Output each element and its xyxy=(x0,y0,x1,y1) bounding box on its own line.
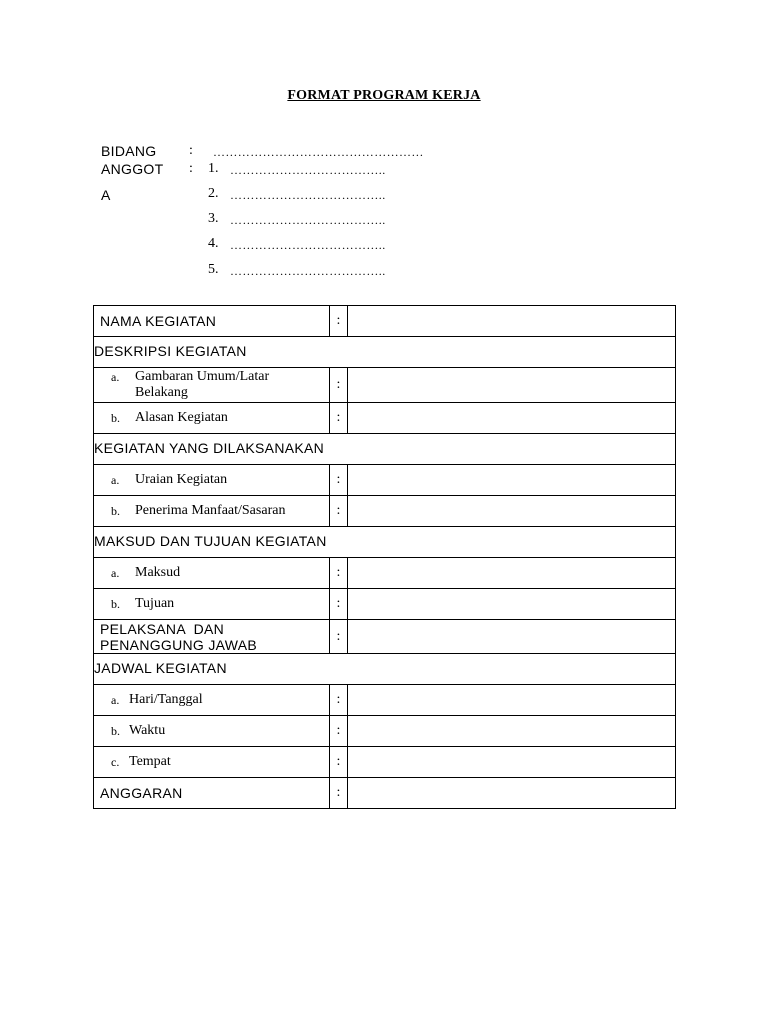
uraian-kegiatan-text: Uraian Kegiatan xyxy=(135,472,228,487)
list-marker-a: a. xyxy=(111,473,120,487)
member-number-2: 2. xyxy=(208,186,219,201)
table-row-tujuan xyxy=(94,589,676,620)
member-number-5: 5. xyxy=(208,262,219,277)
list-marker-b: b. xyxy=(111,597,120,611)
label-cell xyxy=(94,496,330,527)
maksud-text: Maksud xyxy=(135,565,181,580)
member-number-4: 4. xyxy=(208,236,219,251)
section-heading-cell xyxy=(94,654,676,685)
gambaran-umum-line1: Gambaran Umum/Latar xyxy=(135,369,270,384)
table-row-hari-tanggal xyxy=(94,685,676,716)
colon-cell: : xyxy=(330,778,348,809)
colon-cell: : xyxy=(330,747,348,778)
list-marker-a: a. xyxy=(111,370,120,384)
tujuan-value[interactable] xyxy=(348,589,676,620)
list-marker-a: a. xyxy=(111,693,120,707)
hari-tanggal-label xyxy=(94,692,329,708)
table-row-pelaksana xyxy=(94,620,676,654)
member-dots-2[interactable]: ……………………………….. xyxy=(230,188,386,202)
list-marker-b: b. xyxy=(111,411,120,425)
waktu-label xyxy=(94,723,329,739)
maksud-label xyxy=(94,565,329,581)
label-cell xyxy=(94,589,330,620)
maksud-tujuan-heading: MAKSUD DAN TUJUAN KEGIATAN xyxy=(94,533,327,549)
list-marker-a: a. xyxy=(111,566,120,580)
section-row-maksud-tujuan xyxy=(94,527,676,558)
anggota-label: ANGGOT xyxy=(101,161,164,177)
table-row-tempat xyxy=(94,747,676,778)
member-number-3: 3. xyxy=(208,211,219,226)
member-dots-4[interactable]: ……………………………….. xyxy=(230,238,386,252)
pelaksana-line1: PELAKSANA DAN xyxy=(100,620,225,637)
anggaran-value[interactable] xyxy=(348,778,676,809)
maksud-value[interactable] xyxy=(348,558,676,589)
colon-cell: : xyxy=(330,403,348,434)
alasan-kegiatan-label xyxy=(94,410,329,426)
uraian-kegiatan-label xyxy=(94,472,329,488)
colon-cell: : xyxy=(330,558,348,589)
header-fields xyxy=(0,0,768,300)
pelaksana-value[interactable] xyxy=(348,620,676,654)
kegiatan-dilaksanakan-heading: KEGIATAN YANG DILAKSANAKAN xyxy=(94,440,325,456)
label-cell xyxy=(94,306,330,337)
member-number-1: 1. xyxy=(208,161,219,176)
bidang-dots[interactable]: …………………………………………… xyxy=(213,145,424,159)
list-marker-c: c. xyxy=(111,755,120,769)
deskripsi-heading: DESKRIPSI KEGIATAN xyxy=(94,343,247,359)
member-dots-5[interactable]: ……………………………….. xyxy=(230,264,386,278)
jadwal-heading: JADWAL KEGIATAN xyxy=(94,660,227,676)
tujuan-label xyxy=(94,596,329,612)
member-dots-3[interactable]: ……………………………….. xyxy=(230,213,386,227)
colon-cell: : xyxy=(330,589,348,620)
label-cell xyxy=(94,465,330,496)
section-heading-cell xyxy=(94,434,676,465)
bidang-label: BIDANG xyxy=(101,143,157,159)
program-table xyxy=(93,305,676,809)
colon-cell: : xyxy=(330,306,348,337)
table-row-waktu xyxy=(94,716,676,747)
gambaran-umum-value[interactable] xyxy=(348,368,676,403)
table-row-nama-kegiatan xyxy=(94,306,676,337)
table-row-gambaran-umum xyxy=(94,368,676,403)
alasan-kegiatan-text: Alasan Kegiatan xyxy=(135,410,228,425)
member-dots-1[interactable]: ……………………………….. xyxy=(230,163,386,177)
anggota-label-wrap: A xyxy=(101,187,111,203)
table-row-maksud xyxy=(94,558,676,589)
waktu-value[interactable] xyxy=(348,716,676,747)
pelaksana-label xyxy=(94,621,329,653)
uraian-kegiatan-value[interactable] xyxy=(348,465,676,496)
penerima-manfaat-text: Penerima Manfaat/Sasaran xyxy=(135,503,286,518)
waktu-text: Waktu xyxy=(129,723,166,738)
label-cell xyxy=(94,747,330,778)
label-cell xyxy=(94,716,330,747)
section-heading-cell xyxy=(94,337,676,368)
nama-kegiatan-value[interactable] xyxy=(348,306,676,337)
hari-tanggal-value[interactable] xyxy=(348,685,676,716)
colon-cell: : xyxy=(330,368,348,403)
label-cell xyxy=(94,558,330,589)
pelaksana-line2: PENANGGUNG JAWAB xyxy=(100,636,258,653)
colon-cell: : xyxy=(330,465,348,496)
hari-tanggal-text: Hari/Tanggal xyxy=(129,692,203,707)
list-marker-b: b. xyxy=(111,504,120,518)
section-row-deskripsi xyxy=(94,337,676,368)
label-cell xyxy=(94,778,330,809)
table-row-alasan-kegiatan xyxy=(94,403,676,434)
label-cell xyxy=(94,368,330,403)
list-marker-b: b. xyxy=(111,724,120,738)
tempat-label xyxy=(94,754,329,770)
colon-cell: : xyxy=(330,496,348,527)
page-title: FORMAT PROGRAM KERJA xyxy=(287,88,481,103)
alasan-kegiatan-value[interactable] xyxy=(348,403,676,434)
anggota-colon: : xyxy=(189,161,193,176)
label-cell xyxy=(94,685,330,716)
penerima-manfaat-label xyxy=(94,503,329,519)
label-cell xyxy=(94,403,330,434)
tempat-text: Tempat xyxy=(129,754,171,769)
nama-kegiatan-label: NAMA KEGIATAN xyxy=(100,313,217,329)
colon-cell: : xyxy=(330,716,348,747)
anggaran-label: ANGGARAN xyxy=(100,785,183,801)
gambaran-umum-line2: Belakang xyxy=(135,385,188,400)
bidang-colon: : xyxy=(189,143,193,158)
section-row-kegiatan-dilaksanakan xyxy=(94,434,676,465)
gambaran-umum-label xyxy=(94,369,329,401)
table-row-penerima-manfaat xyxy=(94,496,676,527)
section-heading-cell xyxy=(94,527,676,558)
colon-cell: : xyxy=(330,620,348,654)
table-row-uraian-kegiatan xyxy=(94,465,676,496)
table-row-anggaran xyxy=(94,778,676,809)
penerima-manfaat-value[interactable] xyxy=(348,496,676,527)
colon-cell: : xyxy=(330,685,348,716)
section-row-jadwal xyxy=(94,654,676,685)
tempat-value[interactable] xyxy=(348,747,676,778)
tujuan-text: Tujuan xyxy=(135,596,175,611)
label-cell xyxy=(94,620,330,654)
